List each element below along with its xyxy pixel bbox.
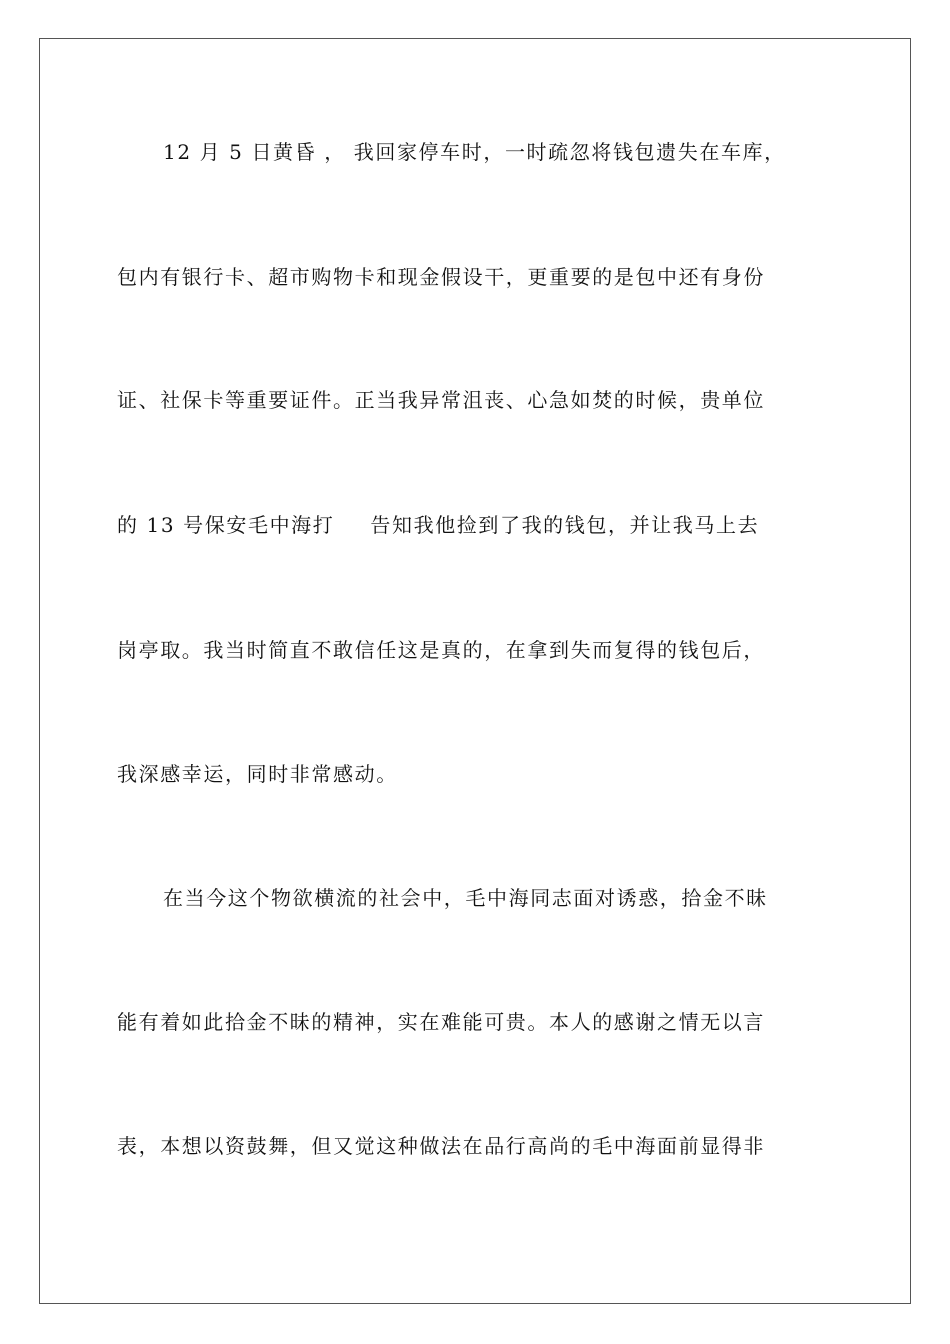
text-line: 证、社保卡等重要证件。正当我异常沮丧、心急如焚的时候，贵单位 <box>117 388 765 412</box>
page-border <box>39 38 911 1304</box>
text-line: 12 月 5 日黄昏 ， 我回家停车时，一时疏忽将钱包遗失在车库， <box>163 140 786 164</box>
text-line: 表，本想以资鼓舞，但又觉这种做法在品行高尚的毛中海面前显得非 <box>117 1134 765 1158</box>
text-line <box>117 511 837 539</box>
text-line: 在当今这个物欲横流的社会中，毛中海同志面对诱惑，拾金不昧 <box>163 886 768 910</box>
text-line: 包内有银行卡、超市购物卡和现金假设干，更重要的是包中还有身份 <box>117 265 765 289</box>
text-segment: 的 13 号保安毛中海打 <box>117 513 335 537</box>
text-line: 岗亭取。我当时简直不敢信任这是真的，在拿到失而复得的钱包后， <box>117 638 765 662</box>
text-line: 我深感幸运，同时非常感动。 <box>117 762 398 786</box>
text-line: 能有着如此拾金不昧的精神，实在难能可贵。本人的感谢之情无以言 <box>117 1010 765 1034</box>
text-segment: 告知我他捡到了我的钱包，并让我马上去 <box>370 513 760 537</box>
